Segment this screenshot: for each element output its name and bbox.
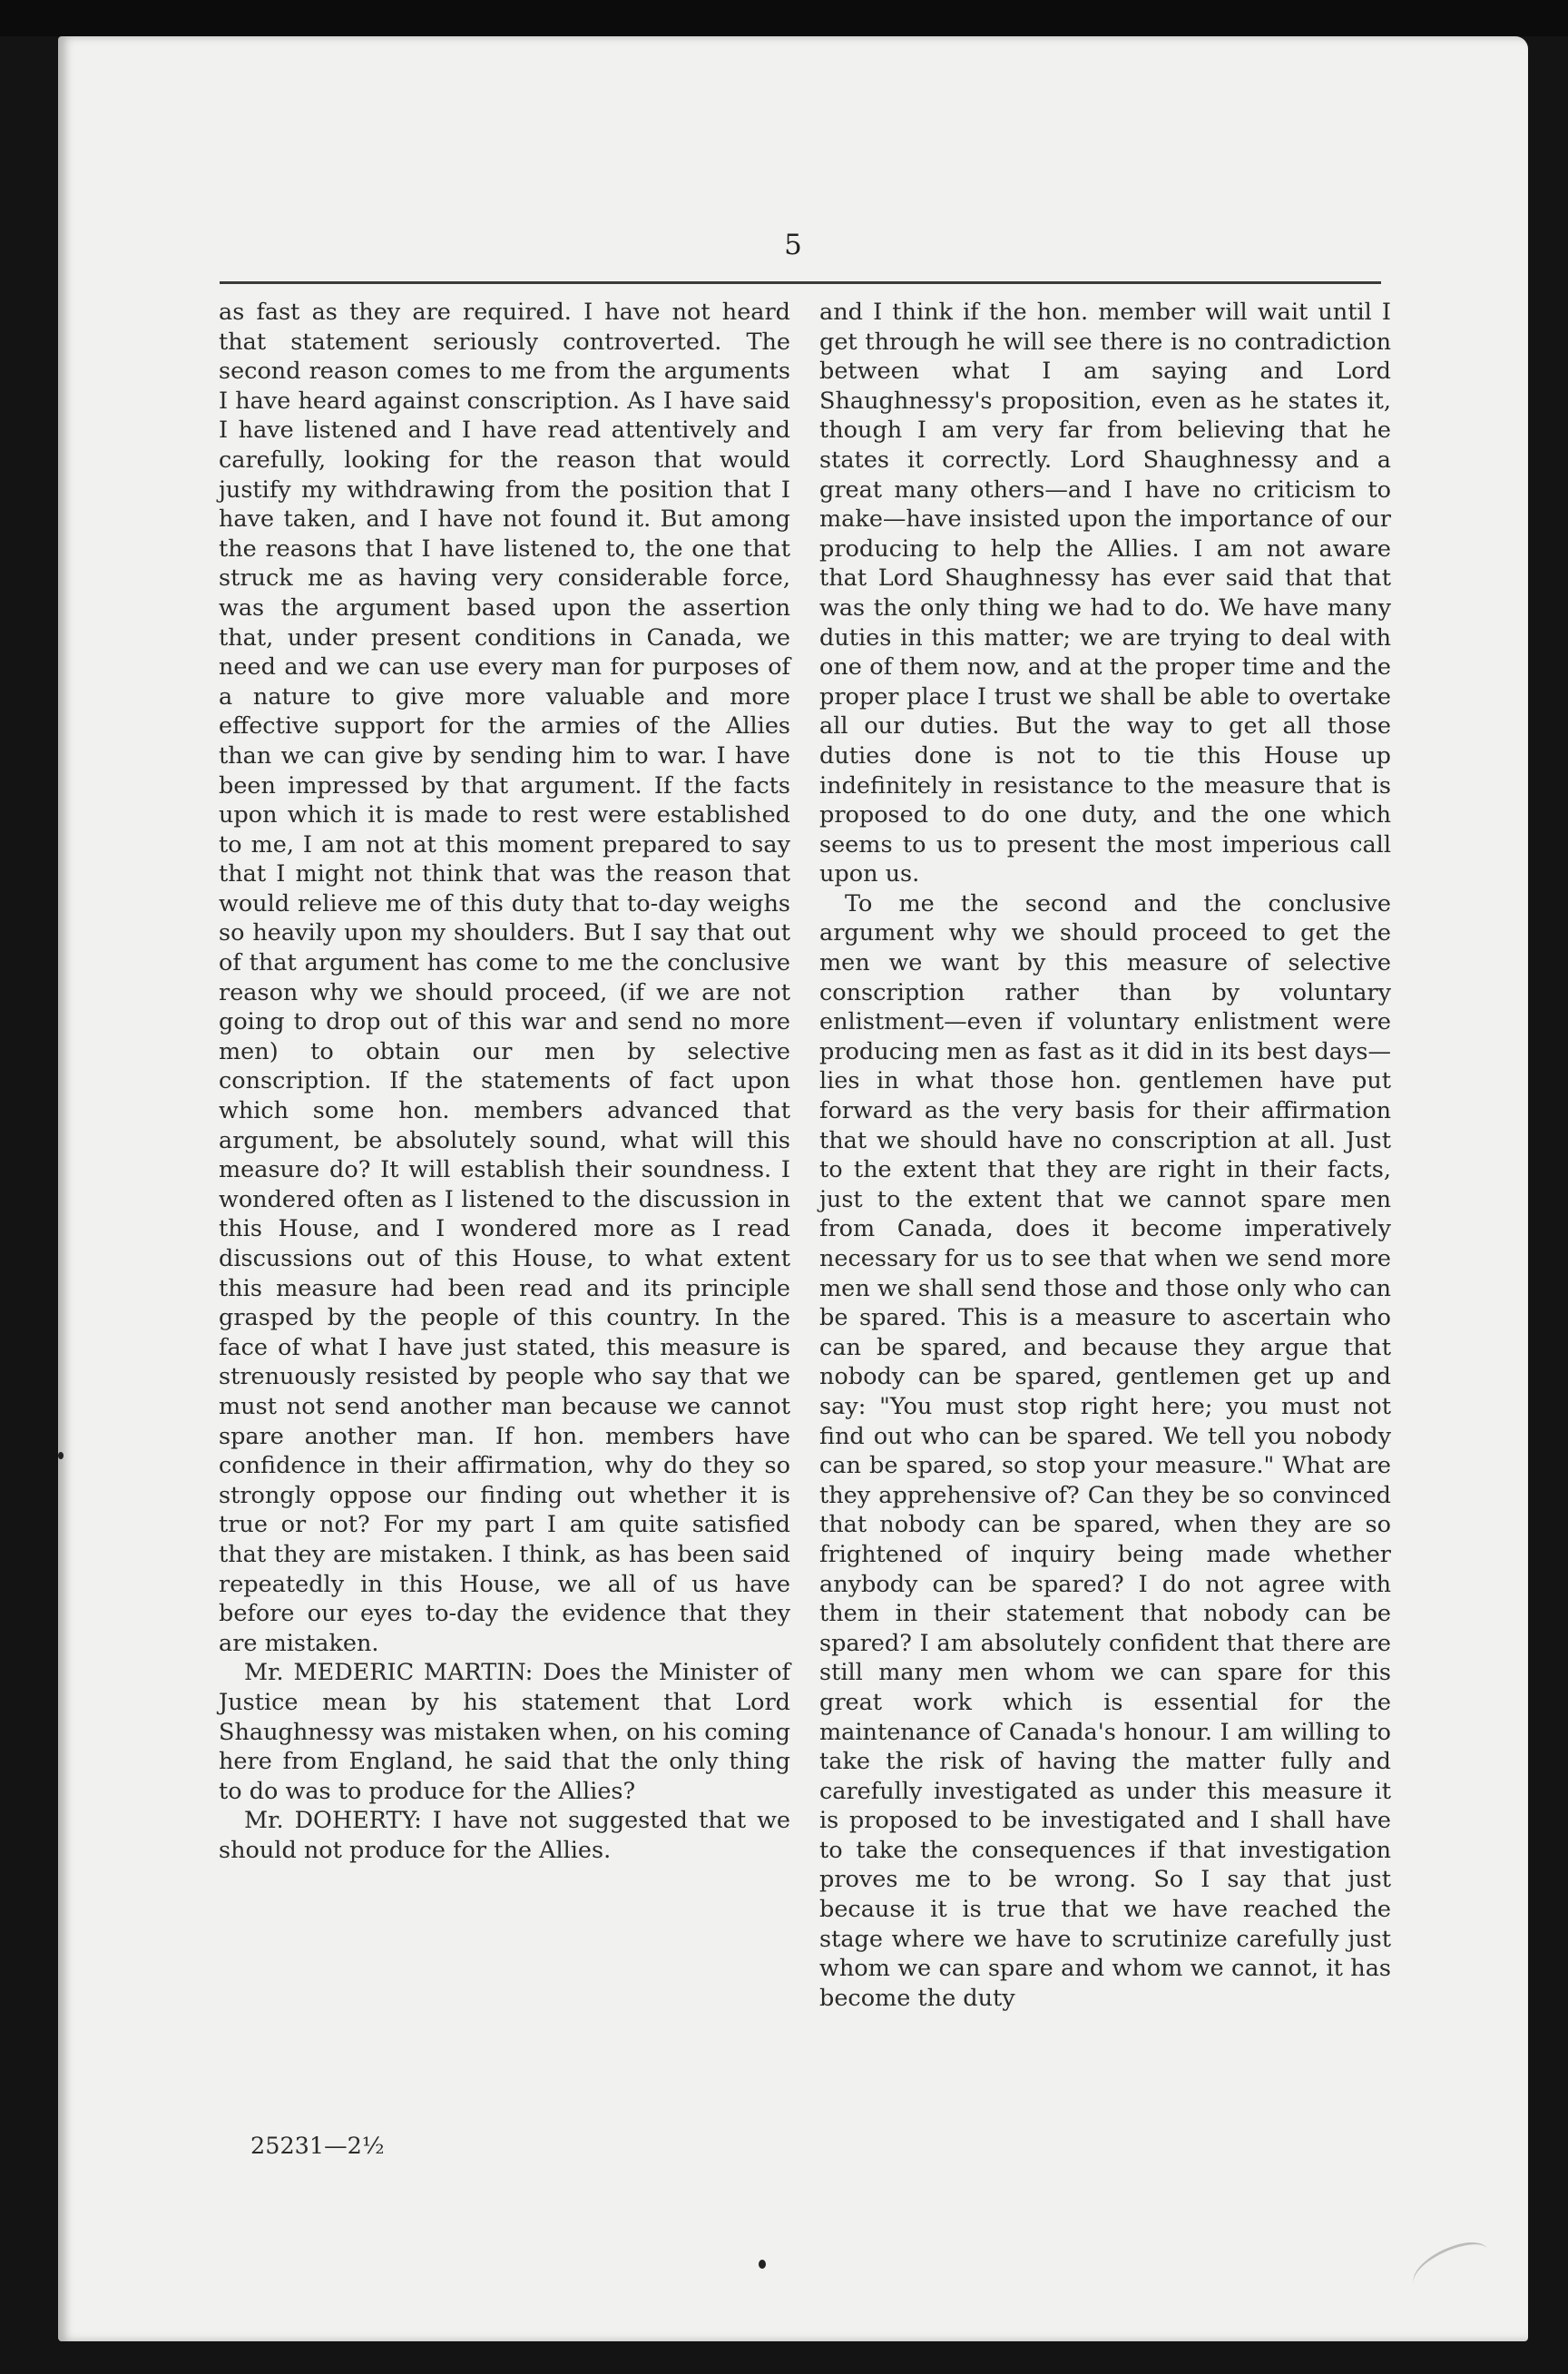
right-paragraph-2: To me the second and the conclusive argument why we should proceed to get the men we want by this measure of selective conscription rather than by voluntary enlistment—even if voluntary enlistment were producing men as fast as it did in its best days—lies in what those hon. gentlemen have put forward as the very basis for their affirmation that we should have no conscription at all. Just to the extent that they are right in their facts, just to the extent that we cannot spare men from Canada, does it become imperatively necessary for us to see that when we send more men we shall send those and those only who can be spared. This is a measure to ascertain who can be spared, and because they argue that nobody can be spared, gentlemen get up and say: "You must stop right here; you must not find out who can be spared. We tell you nobody can be spared, so stop your measure." What are they apprehensive of? Can they be so convinced that nobody can be spared, when they are so frightened of inquiry being made whether anybody can be spared? I do not agree with them in their statement that nobody can be spared? I am absolutely confident that there are still many men whom we can spare for this great work which is essential for the maintenance of Canada's honour. I am willing to take the risk of having the matter fully and carefully investigated as under this measure it is proposed to be investigated and I shall have to take the consequences if that investigation proves me to be wrong. So I say that just because it is true that we have reached the stage where we have to scrutinize carefully just whom we can spare and whom we cannot, it has become the duty: [819, 889, 1391, 2012]
left-paragraph-doherty: Mr. DOHERTY: I have not suggested that we should not produce for the Allies.: [219, 1807, 790, 1864]
page-corner-curl: [1406, 2235, 1495, 2300]
header-rule: [220, 281, 1381, 284]
left-column: [219, 298, 790, 1865]
scan-speck: [58, 1452, 64, 1459]
left-paragraph-martin: Mr. MEDERIC MARTIN: Does the Minister of Justice mean by his statement that Lord Shaughnessy was mistaken when, on his coming here from England, he said that the only thing to do was to produce for the Allies?: [219, 1659, 790, 1805]
scan-top-border: [0, 0, 1568, 36]
scan-speck: [759, 2260, 766, 2269]
right-paragraph-1: and I think if the hon. member will wait until I get through he will see there is no contradiction between what I am saying and Lord Shaughnessy's proposition, even as he states it, though I am very far from believing that he states it correctly. Lord Shaughnessy and a great many others—and I have no criticism to make—have insisted upon the importance of our producing to help the Allies. I am not aware that Lord Shaughnessy has ever said that that was the only thing we had to do. We have many duties in this matter; we are trying to deal with one of them now, and at the proper time and the proper place I trust we shall be able to overtake all our duties. But the way to get all those duties done is not to tie this House up indefinitely in resistance to the measure that is proposed to do one duty, and the one which seems to us to present the most imperious call upon us.: [819, 299, 1391, 888]
printer-signature: 25231—2½: [250, 2133, 385, 2160]
left-paragraph-1: as fast as they are required. I have not heard that statement seriously controverted. The second reason comes to me from the arguments I have heard against conscription. As I have said I have listened and I have read attentively and carefully, looking for the reason that would justify my withdrawing from the position that I have taken, and I have not found it. But among the reasons that I have listened to, the one that struck me as having very considerable force, was the argument based upon the assertion that, under present conditions in Canada, we need and we can use every man for purposes of a nature to give more valuable and more effective support for the armies of the Allies than we can give by sending him to war. I have been impressed by that argument. If the facts upon which it is made to rest were established to me, I am not at this moment prepared to say that I might not think that was the reason that would relieve me of this duty that to-day weighs so heavily upon my shoulders. But I say that out of that argument has come to me the conclusive reason why we should proceed, (if we are not going to drop out of this war and send no more men) to obtain our men by selective conscription. If the statements of fact upon which some hon. members advanced that argument, be absolutely sound, what will this measure do? It will establish their soundness. I wondered often as I listened to the discussion in this House, and I wondered more as I read discussions out of this House, to what extent this measure had been read and its principle grasped by the people of this country. In the face of what I have just stated, this measure is strenuously resisted by people who say that we must not send another man because we cannot spare another man. If hon. members have confidence in their affirmation, why do they so strongly oppose our finding out whether it is true or not? For my part I am quite satisfied that they are mistaken. I think, as has been said repeatedly in this House, we all of us have before our eyes to-day the evidence that they are mistaken.: [219, 299, 790, 1657]
document-page: [58, 36, 1528, 2341]
page-number: 5: [784, 229, 802, 261]
right-column: [819, 298, 1391, 2013]
